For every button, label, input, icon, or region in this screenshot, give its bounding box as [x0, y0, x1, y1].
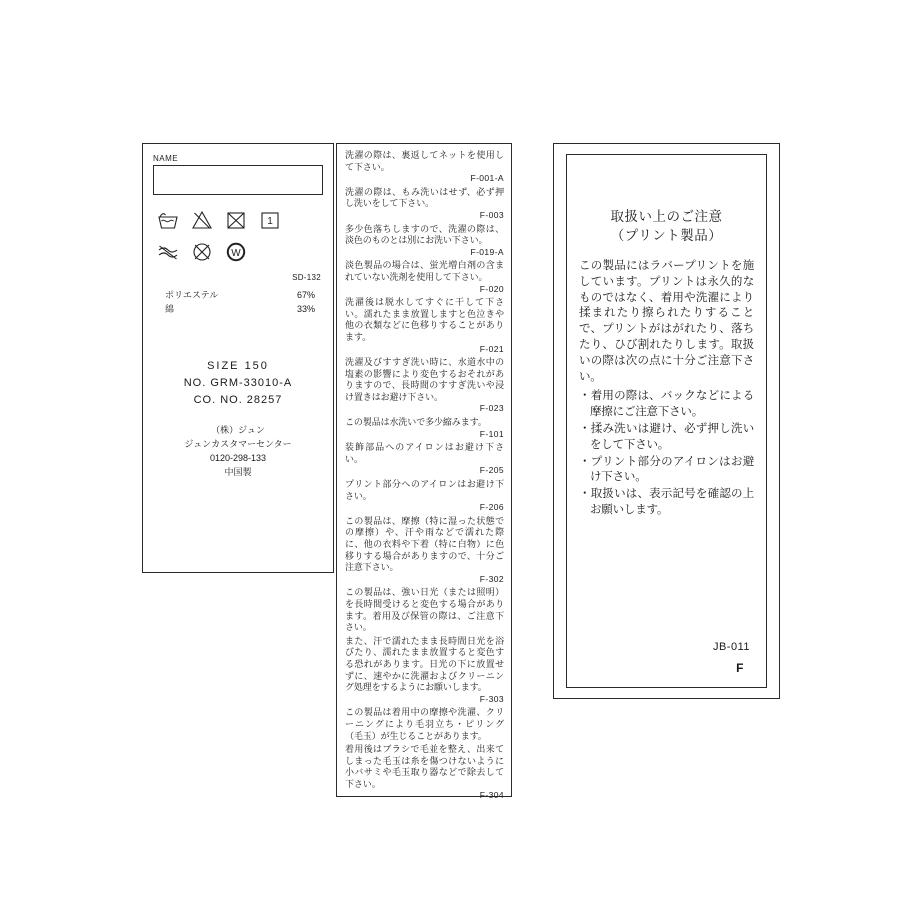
care-symbol-group: [157, 209, 333, 263]
customer-center: ジュンカスタマーセンター: [184, 439, 292, 449]
symbol-code: SD-132: [292, 273, 321, 282]
notice-body: この製品にはラバープリントを施しています。プリントは永久的なものではなく、着用や洗濯により揉まれたり擦られたりすることで、プリントがはがれたり、落ちたり、ひび割れたりします。取扱いの際は次の点に十分ご注意下さい。: [579, 260, 754, 383]
list-item: [345, 357, 504, 415]
list-item: [345, 587, 504, 633]
table-row: [165, 302, 315, 316]
list-item: [345, 260, 504, 295]
care-text: プリント部分へのアイロンはお避け下さい。: [345, 479, 504, 501]
co-no: CO. NO. 28257: [193, 394, 283, 406]
care-code: F-206: [479, 502, 504, 513]
list-item: [579, 455, 754, 487]
list-item: [579, 422, 754, 454]
care-text: 洗濯の際は、裏返してネットを使用して下さい。: [345, 150, 504, 172]
care-code: F-003: [479, 209, 504, 220]
name-field-group: [153, 154, 323, 195]
care-text: 洗濯の際は、もみ洗いはせず、必ず押し洗いをして下さい。: [345, 186, 504, 209]
notice-title-line1: 取扱い上のご注意: [610, 209, 723, 224]
care-code: F-023: [479, 403, 504, 414]
list-item: [345, 636, 504, 706]
no-bleach-icon: [191, 209, 213, 231]
care-text: 多少色落ちしますので、洗濯の際は、淡色のものとは別にお洗い下さい。: [345, 223, 504, 246]
list-item: [345, 224, 504, 259]
care-text: 装飾部品へのアイロンはお避け下さい。: [345, 442, 504, 464]
care-code: F-019-A: [470, 246, 504, 257]
care-text: 着用後はブラシで毛並を整え、出来てしまった毛玉は糸を傷つけないように小バサミや毛玉取り器などで除去して下さい。: [345, 744, 504, 789]
care-text: また、汗で濡れたまま長時間日光を浴びたり、濡れたまま放置すると変色する恐れがあります。日光の下に放置せずに、速やかに洗濯およびクリーニング処理をするようにお願いします。: [345, 635, 504, 693]
name-caption: NAME: [153, 154, 179, 163]
table-row: [165, 288, 315, 302]
care-text: 洗濯及びすすぎ洗い時に、水道水中の塩素の影響により変色するおそれがありますので、長時間のすすぎ洗いや浸け置きはお避け下さい。: [345, 357, 504, 402]
list-item: [345, 297, 504, 355]
country-of-origin: 中国製: [224, 467, 252, 477]
fiber-percent: 67%: [296, 290, 315, 300]
svg-text:1: 1: [267, 216, 273, 227]
care-text: この製品は、摩擦（特に湿った状態での摩擦）や、汗や雨などで濡れた際に、他の衣料や下着（特に白物）に色移りする場合がありますので、十分ご注意下さい。: [345, 515, 504, 573]
care-code: F-304: [479, 790, 504, 801]
wet-clean-w-icon: [225, 241, 247, 263]
care-code: F-001-A: [470, 173, 504, 184]
care-code: F-020: [479, 283, 504, 294]
no-tumble-dry-icon: [225, 209, 247, 231]
notice-bullet-text: ・取扱いは、表示記号を確認の上お願いします。: [579, 488, 754, 516]
fiber-material: ポリエステル: [165, 290, 219, 300]
care-text: 洗濯後は脱水してすぐに干して下さい。濡れたまま放置しますと色泣きや他の衣類などに色移りすることがあります。: [345, 297, 504, 342]
notice-bullet-text: ・着用の際は、バックなどによる摩擦にご注意下さい。: [579, 390, 754, 419]
care-code: F-302: [479, 573, 504, 584]
iron-low-icon: [259, 209, 281, 231]
print-notice-panel: [553, 143, 780, 699]
list-item: [579, 389, 754, 421]
maker-block: [143, 423, 333, 479]
list-item: [579, 487, 754, 519]
company-name: （株）ジュン: [211, 425, 265, 435]
care-symbol-row-1: [157, 209, 333, 231]
list-item: [345, 150, 504, 185]
notice-title: [579, 207, 754, 245]
name-input-box[interactable]: [153, 165, 323, 195]
customer-tel: 0120-298-133: [209, 453, 267, 463]
notice-frame: [566, 154, 767, 688]
list-item: [345, 479, 504, 514]
care-symbol-row-2: [157, 241, 333, 263]
notice-code: JB-011: [712, 641, 750, 653]
care-text: この製品は着用中の摩擦や洗濯、クリーニングにより毛羽立ち・ピリング（毛玉）が生じることがあります。: [345, 707, 504, 741]
notice-bullet-list: [579, 389, 754, 518]
care-instructions-panel: [336, 143, 512, 801]
list-item: [345, 187, 504, 222]
care-text: 淡色製品の場合は、蛍光増白剤の含まれていない洗剤を使用して下さい。: [345, 260, 504, 282]
size-value: SIZE 150: [207, 360, 269, 372]
list-item: [345, 707, 504, 742]
wash-tub-40-icon: [157, 209, 179, 231]
care-code: F-021: [479, 343, 504, 354]
no-wringing-icon: [157, 241, 179, 263]
list-item: [345, 516, 504, 586]
notice-bullet-text: ・プリント部分のアイロンはお避け下さい。: [579, 455, 754, 484]
fiber-material: 綿: [165, 304, 175, 314]
care-code: F-303: [479, 693, 504, 704]
product-label-panel: [142, 143, 334, 573]
care-code: F-205: [479, 465, 504, 476]
product-no: NO. GRM-33010-A: [183, 377, 293, 389]
care-code: F-101: [479, 428, 504, 439]
care-text: この製品は水洗いで多少縮みます。: [345, 417, 487, 428]
notice-title-line2: （プリント製品）: [610, 228, 723, 243]
list-item: [345, 744, 504, 802]
fiber-composition-table: [165, 288, 315, 316]
list-item: [345, 442, 504, 477]
svg-text:W: W: [231, 248, 241, 259]
notice-mark: F: [736, 661, 744, 675]
care-text: この製品は、強い日光（または照明）を長時間受けると変色する場合があります。着用及び保管の際は、ご注意下さい。: [345, 587, 504, 633]
size-block: [143, 358, 333, 409]
no-dry-clean-icon: [191, 241, 213, 263]
notice-bullet-text: ・揉み洗いは避け、必ず押し洗いをして下さい。: [579, 422, 754, 451]
fiber-percent: 33%: [296, 304, 315, 314]
list-item: [345, 417, 504, 440]
